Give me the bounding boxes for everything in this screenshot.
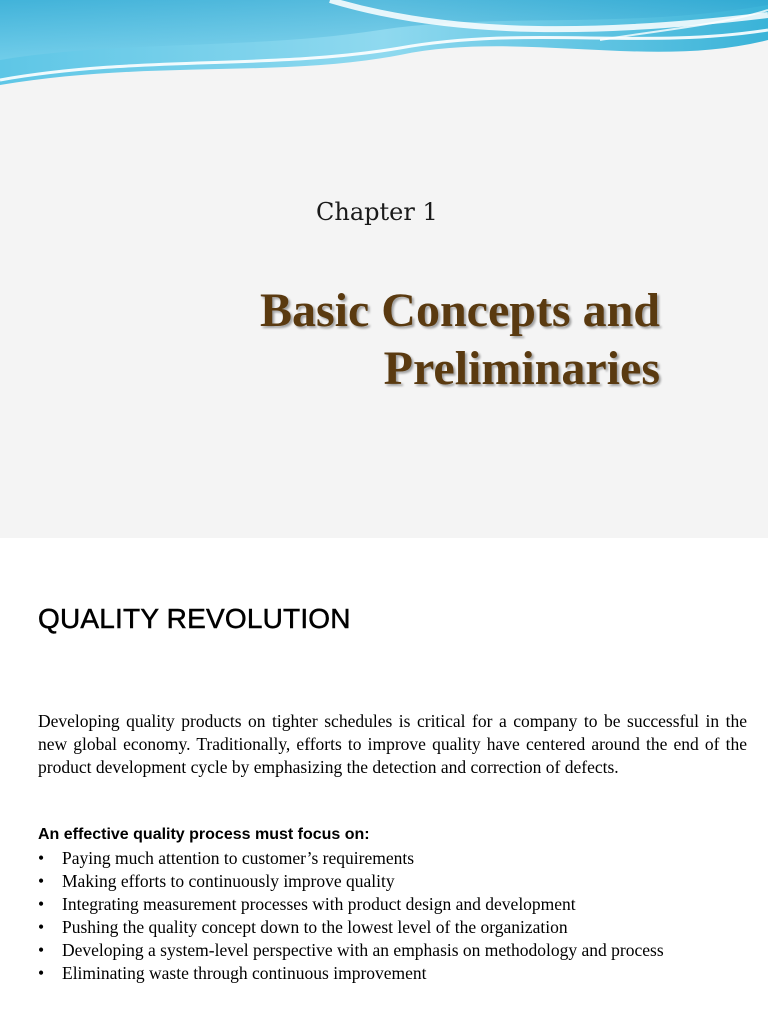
wave-banner-graphic [0, 0, 768, 110]
focus-heading: An effective quality process must focus on: [38, 826, 370, 843]
list-item: • Paying much attention to customer’s requirements [38, 847, 664, 870]
list-item: • Making efforts to continuously improve quality [38, 870, 664, 893]
list-item: • Eliminating waste through continuous improvement [38, 962, 664, 985]
intro-paragraph: Developing quality products on tighter schedules is critical for a company to be successful in the new global economy. Traditionally, efforts to improve quality have centered around the end of the product development cycle by emphasizing the detection and correction of defects. [38, 711, 747, 777]
list-item: • Pushing the quality concept down to the lowest level of the organization [38, 916, 664, 939]
slide-title-line-1: Basic Concepts and [259, 284, 660, 337]
slide-title-line-2: Preliminaries [383, 342, 660, 395]
chapter-label: Chapter 1 [316, 198, 438, 226]
focus-list [38, 847, 664, 985]
slide-title [260, 282, 660, 398]
section-heading: QUALITY REVOLUTION [38, 603, 351, 634]
list-item: • Developing a system-level perspective with an emphasis on methodology and process [38, 939, 664, 962]
list-item: • Integrating measurement processes with product design and development [38, 893, 664, 916]
